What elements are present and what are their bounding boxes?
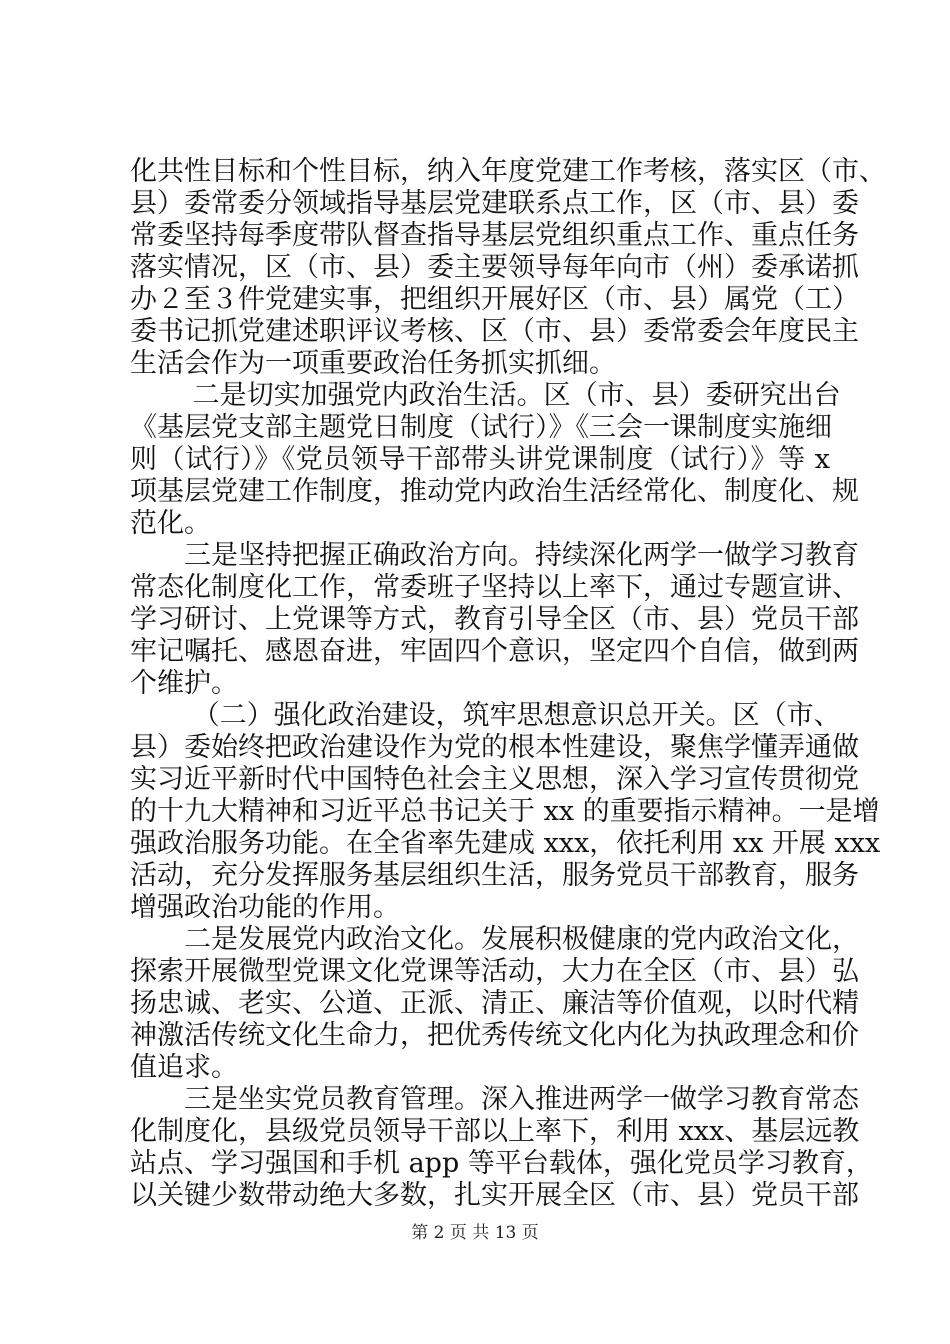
text-line: 学习研讨、上党课等方式，教育引导全区（市、县）党员干部 [130,604,859,635]
text-line: 常委坚持每季度带队督查指导基层党组织重点工作、重点任务 [130,220,859,251]
text-line: 化制度化，县级党员领导干部以上率下，利用 xxx、基层远教 [130,1116,860,1147]
text-line: 以关键少数带动绝大多数，扎实开展全区（市、县）党员干部 [130,1180,859,1211]
text-line: 值追求。 [130,1052,238,1083]
text-line: 生活会作为一项重要政治任务抓实抓细。 [130,348,616,379]
text-line: 实习近平新时代中国特色社会主义思想，深入学习宣传贯彻党 [130,764,859,795]
text-line: 《基层党支部主题党日制度（试行）》《三会一课制度实施细 [130,412,832,443]
text-line: 神激活传统文化生命力，把优秀传统文化内化为执政理念和价 [130,1020,859,1051]
text-line: 范化。 [130,508,211,539]
text-line: 常态化制度化工作，常委班子坚持以上率下，通过专题宣讲、 [130,572,859,603]
text-line: 化共性目标和个性目标，纳入年度党建工作考核，落实区（市、 [130,156,886,187]
text-line: 县）委始终把政治建设作为党的根本性建设，聚焦学懂弄通做 [130,732,859,763]
text-line: 则（试行）》《党员领导干部带头讲党课制度（试行）》等 x [130,444,830,475]
text-line: 三是坚持把握正确政治方向。持续深化两学一做学习教育 [130,540,859,571]
text-line: （二）强化政治建设，筑牢思想意识总开关。区（市、 [130,700,841,731]
text-line: 站点、学习强国和手机 app 等平台载体，强化党员学习教育， [130,1148,873,1179]
text-line: 的十九大精神和习近平总书记关于 xx 的重要指示精神。一是增 [130,796,880,827]
text-line: 二是发展党内政治文化。发展积极健康的党内政治文化， [130,924,859,955]
text-line: 三是坐实党员教育管理。深入推进两学一做学习教育常态 [130,1084,859,1115]
text-line: 牢记嘱托、感恩奋进，牢固四个意识，坚定四个自信，做到两 [130,636,859,667]
text-line: 项基层党建工作制度，推动党内政治生活经常化、制度化、规 [130,476,859,507]
text-line: 强政治服务功能。在全省率先建成 xxx，依托利用 xx 开展 xxx [130,828,881,859]
text-line: 二是切实加强党内政治生活。区（市、县）委研究出台 [130,380,841,411]
document-body [130,156,886,1212]
text-line: 委书记抓党建述职评议考核、区（市、县）委常委会年度民主 [130,316,859,347]
text-line: 增强政治功能的作用。 [130,892,400,923]
page-footer: 第 2 页 共 13 页 [411,1223,539,1243]
text-line: 个维护。 [130,668,238,699]
text-line: 探索开展微型党课文化党课等活动，大力在全区（市、县）弘 [130,956,859,987]
text-line: 办２至３件党建实事，把组织开展好区（市、县）属党（工） [130,284,859,315]
text-line: 落实情况，区（市、县）委主要领导每年向市（州）委承诺抓 [130,252,859,283]
text-line: 县）委常委分领域指导基层党建联系点工作，区（市、县）委 [130,188,859,219]
text-line: 活动，充分发挥服务基层组织生活，服务党员干部教育，服务 [130,860,859,891]
text-line: 扬忠诚、老实、公道、正派、清正、廉洁等价值观，以时代精 [130,988,859,1019]
